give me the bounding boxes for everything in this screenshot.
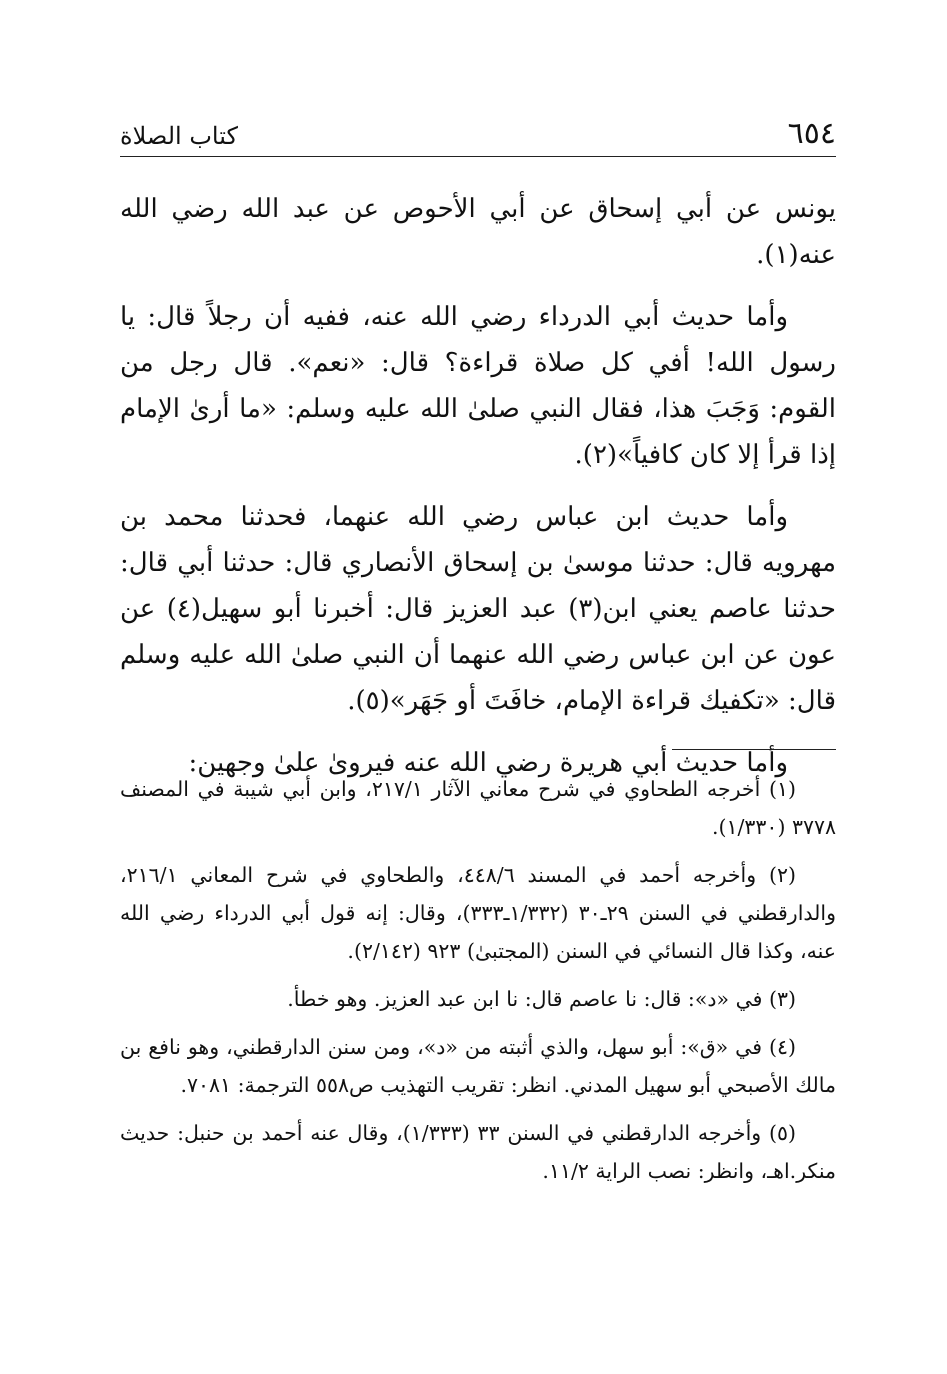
paragraph: وأما حديث أبي هريرة رضي الله عنه فيروىٰ علىٰ وجهين:	[188, 748, 788, 778]
footnote-separator	[672, 749, 836, 750]
paragraph: يونس عن أبي إسحاق عن أبي الأحوص عن عبد الله رضي الله عنه(١).	[120, 194, 836, 270]
footnote: (٢) وأخرجه أحمد في المسند ٤٤٨/٦، والطحاوي في شرح المعاني ٢١٦/١، والدارقطني في السنن ٢٩ـ٣٠ (١/٣٣٢ـ٣٣٣)، وقال: إنه قول أبي الدرداء رضي الله عنه، وكذا قال النسائي في السنن (المجتبىٰ) ٩٢٣ (٢/١٤٢).	[120, 863, 836, 963]
running-title: كتاب الصلاة	[120, 122, 238, 150]
footnote: (٣) في «د»: قال: نا عاصم قال: نا ابن عبد العزيز. وهو خطأ.	[287, 987, 796, 1011]
footnote: (٤) في «ق»: أبو سهل، والذي أثبته من «د»، ومن سنن الدارقطني، وهو نافع بن مالك الأصبحي أبو سهيل المدني. انظر: تقريب التهذيب ص٥٥٨ الترجمة: ٧٠٨١.	[120, 1035, 836, 1097]
paragraph: وأما حديث أبي الدرداء رضي الله عنه، ففيه أن رجلاً قال: يا رسول الله! أفي كل صلاة قراءة؟ قال: «نعم». قال رجل من القوم: وَجَبَ هذا، فقال النبي صلىٰ الله عليه وسلم: «ما أرىٰ الإمام إذا قرأ إلا كان كافياً»(٢).	[120, 302, 836, 470]
footnotes	[120, 770, 836, 1200]
footnote: (١) أخرجه الطحاوي في شرح معاني الآثار ٢١٧/١، وابن أبي شيبة في المصنف ٣٧٧٨ (١/٣٣٠).	[120, 777, 836, 839]
main-text	[120, 186, 836, 802]
footnote: (٥) وأخرجه الدارقطني في السنن ٣٣ (١/٣٣٣)، وقال عنه أحمد بن حنبل: حديث منكر.اهـ، وانظر: نصب الراية ١١/٢.	[120, 1121, 836, 1183]
page-header	[120, 112, 836, 157]
page-number: ٦٥٤	[787, 116, 836, 151]
paragraph: وأما حديث ابن عباس رضي الله عنهما، فحدثنا محمد بن مهرويه قال: حدثنا موسىٰ بن إسحاق الأنصاري قال: حدثنا أبي قال: حدثنا عاصم يعني ابن(٣) عبد العزيز قال: أخبرنا أبو سهيل(٤) عن عون عن ابن عباس رضي الله عنهما أن النبي صلىٰ الله عليه وسلم قال: «تكفيك قراءة الإمام، خافَتَ أو جَهَر»(٥).	[120, 502, 837, 716]
